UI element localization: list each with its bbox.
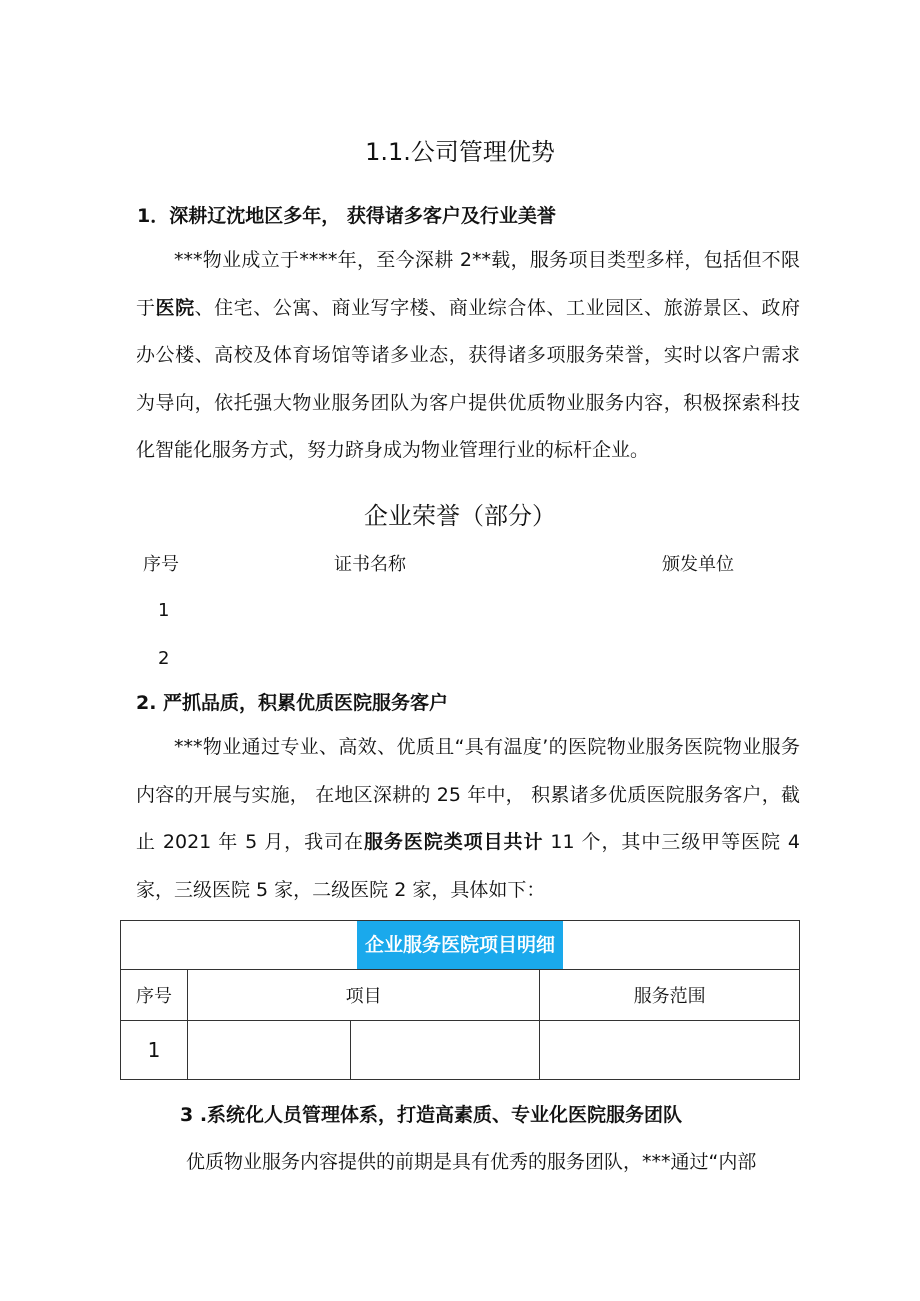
section-1-text-end: 、住宅、公寓、商业写字楼、商业综合体、工业园区、旅游景区、政府办公楼、高校及体育场馆等诸多业态，获得诸多项服务荣誉，实时以客户需求为导向，依托强大物业服务团队为客户提供优质物业服务内容，积极探索科技化智能化服务方式，努力跻身成为物业管理行业的标杆企业。 [136,296,800,461]
section-1-paragraph [136,237,800,475]
hospital-projects-table [120,920,800,1080]
table-cell-empty [350,1021,540,1080]
table-cell-empty [187,1021,350,1080]
honors-title: 企业荣誉（部分） [364,502,556,530]
section-1-heading: 1．深耕辽沈地区多年， 获得诸多客户及行业美誉 [137,205,556,227]
table-row-index: 1 [121,1021,188,1080]
section-2-text-start: ***物业通过专业、高效、优质且“具有温度’的医院物业服务医院物业服务内容的开展与实施， 在地区深耕的 25 年中， 积累诸多优质医院服务客户，截止 2021 年 5 月，我司在 [136,736,800,853]
section-2-text-end: 11 个，其中三级甲等医院 4 家，三级医院 5 家，二级医院 2 家，具体如下： [136,831,800,901]
honors-col-issuer: 颁发单位 [662,554,734,575]
section-1-text-start: ***物业成立于****年，至今深耕 2**载，服务项目类型多样，包括但不限于 [136,249,800,319]
table-cell-empty [540,1021,800,1080]
table-caption: 企业服务医院项目明细 [357,921,563,969]
section-1-text-bold: 医院 [155,296,195,319]
honors-row-index: 1 [158,600,170,621]
honors-col-cert-name: 证书名称 [334,554,406,575]
honors-row-index: 2 [158,648,170,669]
table-header-project: 项目 [187,970,539,1021]
table-header-index: 序号 [121,970,188,1021]
section-3-paragraph: 优质物业服务内容提供的前期是具有优秀的服务团队，***通过“内部 [186,1151,757,1173]
document-title: 1.1.公司管理优势 [365,138,555,166]
section-2-text-bold: 服务医院类项目共计 [363,831,544,853]
section-3-heading: 3 .系统化人员管理体系，打造高素质、专业化医院服务团队 [180,1104,683,1126]
table-header-scope: 服务范围 [540,970,800,1021]
table-caption-cell [121,921,800,970]
section-2-heading: 2. 严抓品质，积累优质医院服务客户 [136,692,449,714]
section-2-paragraph [136,724,800,914]
honors-col-index: 序号 [143,554,179,575]
